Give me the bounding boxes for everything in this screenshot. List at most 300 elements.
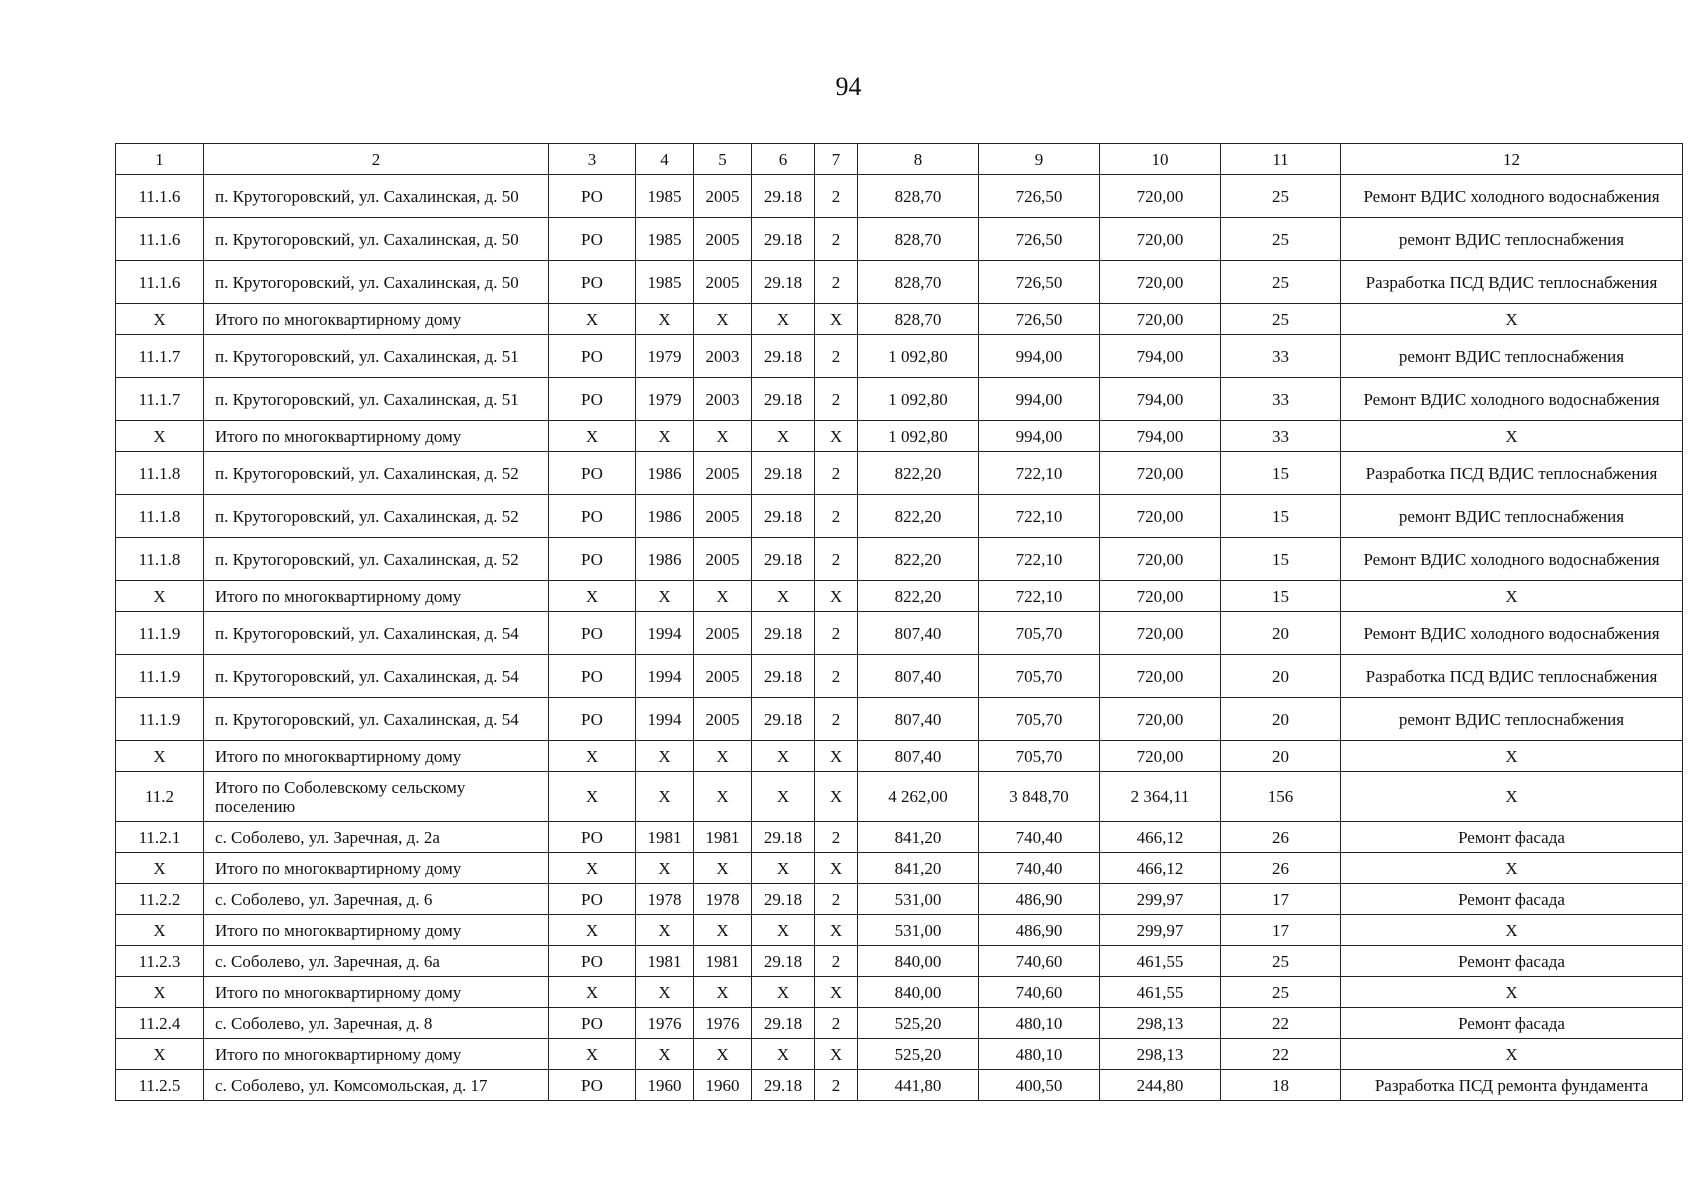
code-cell: 29.18 — [752, 698, 815, 741]
total-area-cell: 828,70 — [858, 304, 979, 335]
row-number-cell: 11.2.3 — [116, 946, 204, 977]
address-cell: п. Крутогоровский, ул. Сахалинская, д. 50 — [204, 218, 549, 261]
table-row — [116, 822, 1683, 853]
row-number-cell: 11.1.7 — [116, 378, 204, 421]
total-area-cell: 441,80 — [858, 1070, 979, 1101]
built-year-cell: X — [636, 304, 694, 335]
built-year-cell: 1985 — [636, 218, 694, 261]
row-number-cell: 11.2.5 — [116, 1070, 204, 1101]
built-year-cell: X — [636, 853, 694, 884]
built-year-cell: X — [636, 977, 694, 1008]
floors-cell: 2 — [815, 655, 858, 698]
row-number-cell: 11.1.9 — [116, 698, 204, 741]
header-cell: 10 — [1100, 144, 1221, 175]
capital-repair-table — [115, 143, 1683, 1101]
built-year-cell: 1994 — [636, 698, 694, 741]
total-area-cell: 807,40 — [858, 741, 979, 772]
table-row — [116, 378, 1683, 421]
residents-cell: 17 — [1221, 884, 1341, 915]
floors-cell: 2 — [815, 612, 858, 655]
floors-cell: 2 — [815, 452, 858, 495]
built-year-cell: 1985 — [636, 261, 694, 304]
code-cell: 29.18 — [752, 378, 815, 421]
residents-cell: 25 — [1221, 946, 1341, 977]
address-cell: п. Крутогоровский, ул. Сахалинская, д. 54 — [204, 655, 549, 698]
total-area-cell: 531,00 — [858, 915, 979, 946]
residents-cell: 26 — [1221, 822, 1341, 853]
residents-cell: 15 — [1221, 452, 1341, 495]
living-area-cell: 3 848,70 — [979, 772, 1100, 822]
cost-cell: 794,00 — [1100, 421, 1221, 452]
table-body — [116, 144, 1683, 1101]
residents-cell: 25 — [1221, 218, 1341, 261]
row-number-cell: X — [116, 304, 204, 335]
floors-cell: 2 — [815, 1070, 858, 1101]
header-cell: 7 — [815, 144, 858, 175]
floors-cell: X — [815, 741, 858, 772]
floors-cell: X — [815, 977, 858, 1008]
ownership-cell: X — [549, 977, 636, 1008]
code-cell: X — [752, 853, 815, 884]
table-row — [116, 581, 1683, 612]
ownership-cell: РО — [549, 452, 636, 495]
residents-cell: 20 — [1221, 612, 1341, 655]
built-year-cell: 1994 — [636, 612, 694, 655]
renovation-year-cell: 2005 — [694, 538, 752, 581]
address-cell: п. Крутогоровский, ул. Сахалинская, д. 54 — [204, 612, 549, 655]
address-cell: п. Крутогоровский, ул. Сахалинская, д. 54 — [204, 698, 549, 741]
work-type-cell: Ремонт ВДИС холодного водоснабжения — [1341, 538, 1683, 581]
ownership-cell: РО — [549, 261, 636, 304]
address-cell: п. Крутогоровский, ул. Сахалинская, д. 52 — [204, 495, 549, 538]
header-cell: 9 — [979, 144, 1100, 175]
residents-cell: 22 — [1221, 1039, 1341, 1070]
address-cell: п. Крутогоровский, ул. Сахалинская, д. 51 — [204, 378, 549, 421]
table-row — [116, 218, 1683, 261]
living-area-cell: 994,00 — [979, 378, 1100, 421]
address-cell: Итого по многоквартирному дому — [204, 581, 549, 612]
total-area-cell: 807,40 — [858, 698, 979, 741]
residents-cell: 17 — [1221, 915, 1341, 946]
address-cell: с. Соболево, ул. Заречная, д. 6а — [204, 946, 549, 977]
row-number-cell: X — [116, 1039, 204, 1070]
row-number-cell: 11.2.1 — [116, 822, 204, 853]
table-row — [116, 612, 1683, 655]
total-area-cell: 841,20 — [858, 853, 979, 884]
cost-cell: 461,55 — [1100, 977, 1221, 1008]
cost-cell: 720,00 — [1100, 452, 1221, 495]
cost-cell: 720,00 — [1100, 581, 1221, 612]
floors-cell: X — [815, 581, 858, 612]
ownership-cell: X — [549, 581, 636, 612]
ownership-cell: X — [549, 421, 636, 452]
work-type-cell: Ремонт ВДИС холодного водоснабжения — [1341, 175, 1683, 218]
renovation-year-cell: 1981 — [694, 946, 752, 977]
residents-cell: 33 — [1221, 421, 1341, 452]
code-cell: X — [752, 304, 815, 335]
living-area-cell: 705,70 — [979, 698, 1100, 741]
living-area-cell: 740,60 — [979, 946, 1100, 977]
total-area-cell: 840,00 — [858, 946, 979, 977]
table-row — [116, 421, 1683, 452]
table-row — [116, 538, 1683, 581]
renovation-year-cell: X — [694, 741, 752, 772]
row-number-cell: 11.1.8 — [116, 452, 204, 495]
table-row — [116, 915, 1683, 946]
work-type-cell: X — [1341, 772, 1683, 822]
living-area-cell: 722,10 — [979, 452, 1100, 495]
total-area-cell: 531,00 — [858, 884, 979, 915]
code-cell: 29.18 — [752, 822, 815, 853]
code-cell: X — [752, 581, 815, 612]
total-area-cell: 822,20 — [858, 538, 979, 581]
built-year-cell: 1981 — [636, 946, 694, 977]
row-number-cell: X — [116, 741, 204, 772]
living-area-cell: 486,90 — [979, 915, 1100, 946]
ownership-cell: РО — [549, 884, 636, 915]
ownership-cell: РО — [549, 655, 636, 698]
living-area-cell: 705,70 — [979, 612, 1100, 655]
address-cell: Итого по многоквартирному дому — [204, 304, 549, 335]
row-number-cell: 11.1.7 — [116, 335, 204, 378]
built-year-cell: X — [636, 421, 694, 452]
row-number-cell: X — [116, 581, 204, 612]
row-number-cell: X — [116, 915, 204, 946]
built-year-cell: 1994 — [636, 655, 694, 698]
table-row — [116, 772, 1683, 822]
floors-cell: 2 — [815, 884, 858, 915]
work-type-cell: ремонт ВДИС теплоснабжения — [1341, 495, 1683, 538]
table-row — [116, 304, 1683, 335]
total-area-cell: 822,20 — [858, 452, 979, 495]
floors-cell: X — [815, 304, 858, 335]
row-number-cell: 11.1.9 — [116, 612, 204, 655]
ownership-cell: РО — [549, 335, 636, 378]
floors-cell: 2 — [815, 538, 858, 581]
cost-cell: 461,55 — [1100, 946, 1221, 977]
residents-cell: 26 — [1221, 853, 1341, 884]
total-area-cell: 1 092,80 — [858, 378, 979, 421]
floors-cell: 2 — [815, 822, 858, 853]
table-row — [116, 977, 1683, 1008]
living-area-cell: 400,50 — [979, 1070, 1100, 1101]
built-year-cell: 1981 — [636, 822, 694, 853]
living-area-cell: 994,00 — [979, 421, 1100, 452]
address-cell: п. Крутогоровский, ул. Сахалинская, д. 51 — [204, 335, 549, 378]
code-cell: 29.18 — [752, 655, 815, 698]
code-cell: X — [752, 421, 815, 452]
renovation-year-cell: 1978 — [694, 884, 752, 915]
cost-cell: 720,00 — [1100, 495, 1221, 538]
renovation-year-cell: X — [694, 1039, 752, 1070]
floors-cell: 2 — [815, 218, 858, 261]
code-cell: X — [752, 772, 815, 822]
residents-cell: 25 — [1221, 175, 1341, 218]
renovation-year-cell: X — [694, 581, 752, 612]
built-year-cell: 1986 — [636, 538, 694, 581]
built-year-cell: X — [636, 581, 694, 612]
living-area-cell: 480,10 — [979, 1039, 1100, 1070]
living-area-cell: 486,90 — [979, 884, 1100, 915]
cost-cell: 244,80 — [1100, 1070, 1221, 1101]
renovation-year-cell: 2005 — [694, 612, 752, 655]
renovation-year-cell: X — [694, 304, 752, 335]
floors-cell: 2 — [815, 175, 858, 218]
renovation-year-cell: 2005 — [694, 261, 752, 304]
residents-cell: 20 — [1221, 741, 1341, 772]
floors-cell: X — [815, 772, 858, 822]
total-area-cell: 828,70 — [858, 175, 979, 218]
work-type-cell: X — [1341, 853, 1683, 884]
code-cell: 29.18 — [752, 175, 815, 218]
work-type-cell: Ремонт фасада — [1341, 946, 1683, 977]
code-cell: 29.18 — [752, 261, 815, 304]
total-area-cell: 828,70 — [858, 218, 979, 261]
built-year-cell: 1979 — [636, 378, 694, 421]
table-row — [116, 946, 1683, 977]
header-cell: 2 — [204, 144, 549, 175]
living-area-cell: 726,50 — [979, 304, 1100, 335]
renovation-year-cell: 2005 — [694, 655, 752, 698]
ownership-cell: X — [549, 853, 636, 884]
total-area-cell: 1 092,80 — [858, 335, 979, 378]
row-number-cell: X — [116, 421, 204, 452]
floors-cell: 2 — [815, 698, 858, 741]
table-row — [116, 741, 1683, 772]
living-area-cell: 726,50 — [979, 261, 1100, 304]
table-row — [116, 884, 1683, 915]
work-type-cell: Ремонт фасада — [1341, 884, 1683, 915]
ownership-cell: РО — [549, 175, 636, 218]
residents-cell: 25 — [1221, 261, 1341, 304]
living-area-cell: 705,70 — [979, 741, 1100, 772]
cost-cell: 794,00 — [1100, 335, 1221, 378]
table-row — [116, 1039, 1683, 1070]
cost-cell: 2 364,11 — [1100, 772, 1221, 822]
renovation-year-cell: 2005 — [694, 218, 752, 261]
row-number-cell: 11.1.8 — [116, 495, 204, 538]
table-row — [116, 1070, 1683, 1101]
table-row — [116, 335, 1683, 378]
work-type-cell: ремонт ВДИС теплоснабжения — [1341, 218, 1683, 261]
floors-cell: 2 — [815, 495, 858, 538]
renovation-year-cell: 2005 — [694, 698, 752, 741]
total-area-cell: 822,20 — [858, 581, 979, 612]
work-type-cell: Ремонт фасада — [1341, 822, 1683, 853]
row-number-cell: X — [116, 977, 204, 1008]
address-cell: п. Крутогоровский, ул. Сахалинская, д. 50 — [204, 175, 549, 218]
living-area-cell: 740,40 — [979, 822, 1100, 853]
table-row — [116, 698, 1683, 741]
row-number-cell: 11.2 — [116, 772, 204, 822]
renovation-year-cell: X — [694, 977, 752, 1008]
address-cell: Итого по многоквартирному дому — [204, 853, 549, 884]
address-cell: п. Крутогоровский, ул. Сахалинская, д. 50 — [204, 261, 549, 304]
cost-cell: 720,00 — [1100, 741, 1221, 772]
total-area-cell: 525,20 — [858, 1039, 979, 1070]
residents-cell: 33 — [1221, 378, 1341, 421]
code-cell: 29.18 — [752, 335, 815, 378]
floors-cell: X — [815, 1039, 858, 1070]
work-type-cell: X — [1341, 304, 1683, 335]
header-cell: 1 — [116, 144, 204, 175]
total-area-cell: 4 262,00 — [858, 772, 979, 822]
address-cell: п. Крутогоровский, ул. Сахалинская, д. 52 — [204, 538, 549, 581]
residents-cell: 18 — [1221, 1070, 1341, 1101]
residents-cell: 20 — [1221, 655, 1341, 698]
built-year-cell: 1979 — [636, 335, 694, 378]
table-row — [116, 452, 1683, 495]
cost-cell: 299,97 — [1100, 915, 1221, 946]
residents-cell: 15 — [1221, 581, 1341, 612]
table-row — [116, 1008, 1683, 1039]
total-area-cell: 840,00 — [858, 977, 979, 1008]
built-year-cell: 1978 — [636, 884, 694, 915]
ownership-cell: РО — [549, 822, 636, 853]
code-cell: 29.18 — [752, 495, 815, 538]
work-type-cell: X — [1341, 741, 1683, 772]
header-cell: 6 — [752, 144, 815, 175]
built-year-cell: X — [636, 915, 694, 946]
address-cell: с. Соболево, ул. Заречная, д. 8 — [204, 1008, 549, 1039]
table-row — [116, 175, 1683, 218]
total-area-cell: 841,20 — [858, 822, 979, 853]
ownership-cell: X — [549, 304, 636, 335]
address-cell: Итого по многоквартирному дому — [204, 977, 549, 1008]
code-cell: 29.18 — [752, 218, 815, 261]
header-cell: 3 — [549, 144, 636, 175]
table-row — [116, 261, 1683, 304]
renovation-year-cell: 2005 — [694, 175, 752, 218]
cost-cell: 298,13 — [1100, 1039, 1221, 1070]
code-cell: X — [752, 741, 815, 772]
living-area-cell: 740,60 — [979, 977, 1100, 1008]
work-type-cell: Разработка ПСД ВДИС теплоснабжения — [1341, 655, 1683, 698]
renovation-year-cell: 1960 — [694, 1070, 752, 1101]
header-cell: 5 — [694, 144, 752, 175]
code-cell: 29.18 — [752, 884, 815, 915]
living-area-cell: 722,10 — [979, 581, 1100, 612]
ownership-cell: РО — [549, 946, 636, 977]
cost-cell: 720,00 — [1100, 218, 1221, 261]
ownership-cell: РО — [549, 1008, 636, 1039]
built-year-cell: 1985 — [636, 175, 694, 218]
floors-cell: X — [815, 853, 858, 884]
floors-cell: 2 — [815, 1008, 858, 1039]
residents-cell: 22 — [1221, 1008, 1341, 1039]
address-cell: Итого по многоквартирному дому — [204, 1039, 549, 1070]
header-cell: 12 — [1341, 144, 1683, 175]
table-row — [116, 655, 1683, 698]
code-cell: 29.18 — [752, 1008, 815, 1039]
ownership-cell: РО — [549, 698, 636, 741]
row-number-cell: 11.1.9 — [116, 655, 204, 698]
address-cell: с. Соболево, ул. Комсомольская, д. 17 — [204, 1070, 549, 1101]
address-cell: с. Соболево, ул. Заречная, д. 2а — [204, 822, 549, 853]
built-year-cell: 1960 — [636, 1070, 694, 1101]
code-cell: X — [752, 915, 815, 946]
work-type-cell: ремонт ВДИС теплоснабжения — [1341, 335, 1683, 378]
renovation-year-cell: X — [694, 915, 752, 946]
work-type-cell: Ремонт фасада — [1341, 1008, 1683, 1039]
row-number-cell: 11.1.6 — [116, 218, 204, 261]
work-type-cell: X — [1341, 421, 1683, 452]
cost-cell: 720,00 — [1100, 261, 1221, 304]
total-area-cell: 807,40 — [858, 612, 979, 655]
residents-cell: 33 — [1221, 335, 1341, 378]
renovation-year-cell: 2003 — [694, 378, 752, 421]
total-area-cell: 525,20 — [858, 1008, 979, 1039]
code-cell: 29.18 — [752, 946, 815, 977]
floors-cell: 2 — [815, 261, 858, 304]
built-year-cell: X — [636, 741, 694, 772]
work-type-cell: X — [1341, 581, 1683, 612]
address-cell: Итого по многоквартирному дому — [204, 915, 549, 946]
living-area-cell: 722,10 — [979, 538, 1100, 581]
code-cell: X — [752, 977, 815, 1008]
work-type-cell: X — [1341, 1039, 1683, 1070]
address-cell: п. Крутогоровский, ул. Сахалинская, д. 52 — [204, 452, 549, 495]
ownership-cell: X — [549, 741, 636, 772]
address-cell: Итого по Соболевскому сельскому поселению — [204, 772, 549, 822]
table-row — [116, 853, 1683, 884]
cost-cell: 720,00 — [1100, 612, 1221, 655]
living-area-cell: 726,50 — [979, 218, 1100, 261]
ownership-cell: РО — [549, 538, 636, 581]
work-type-cell: X — [1341, 977, 1683, 1008]
page-number: 94 — [835, 72, 862, 101]
built-year-cell: 1986 — [636, 495, 694, 538]
cost-cell: 720,00 — [1100, 655, 1221, 698]
residents-cell: 15 — [1221, 538, 1341, 581]
table-row — [116, 495, 1683, 538]
cost-cell: 299,97 — [1100, 884, 1221, 915]
cost-cell: 720,00 — [1100, 698, 1221, 741]
living-area-cell: 722,10 — [979, 495, 1100, 538]
renovation-year-cell: X — [694, 772, 752, 822]
header-cell: 11 — [1221, 144, 1341, 175]
renovation-year-cell: 1976 — [694, 1008, 752, 1039]
total-area-cell: 822,20 — [858, 495, 979, 538]
ownership-cell: X — [549, 915, 636, 946]
cost-cell: 794,00 — [1100, 378, 1221, 421]
renovation-year-cell: 1981 — [694, 822, 752, 853]
header-cell: 4 — [636, 144, 694, 175]
work-type-cell: Разработка ПСД ВДИС теплоснабжения — [1341, 452, 1683, 495]
cost-cell: 720,00 — [1100, 538, 1221, 581]
code-cell: X — [752, 1039, 815, 1070]
ownership-cell: РО — [549, 495, 636, 538]
renovation-year-cell: 2003 — [694, 335, 752, 378]
residents-cell: 15 — [1221, 495, 1341, 538]
ownership-cell: X — [549, 772, 636, 822]
floors-cell: X — [815, 421, 858, 452]
renovation-year-cell: 2005 — [694, 452, 752, 495]
ownership-cell: РО — [549, 1070, 636, 1101]
ownership-cell: РО — [549, 218, 636, 261]
work-type-cell: X — [1341, 915, 1683, 946]
living-area-cell: 994,00 — [979, 335, 1100, 378]
living-area-cell: 740,40 — [979, 853, 1100, 884]
ownership-cell: РО — [549, 378, 636, 421]
code-cell: 29.18 — [752, 452, 815, 495]
floors-cell: X — [815, 915, 858, 946]
living-area-cell: 480,10 — [979, 1008, 1100, 1039]
floors-cell: 2 — [815, 335, 858, 378]
address-cell: с. Соболево, ул. Заречная, д. 6 — [204, 884, 549, 915]
built-year-cell: 1976 — [636, 1008, 694, 1039]
work-type-cell: Разработка ПСД ВДИС теплоснабжения — [1341, 261, 1683, 304]
